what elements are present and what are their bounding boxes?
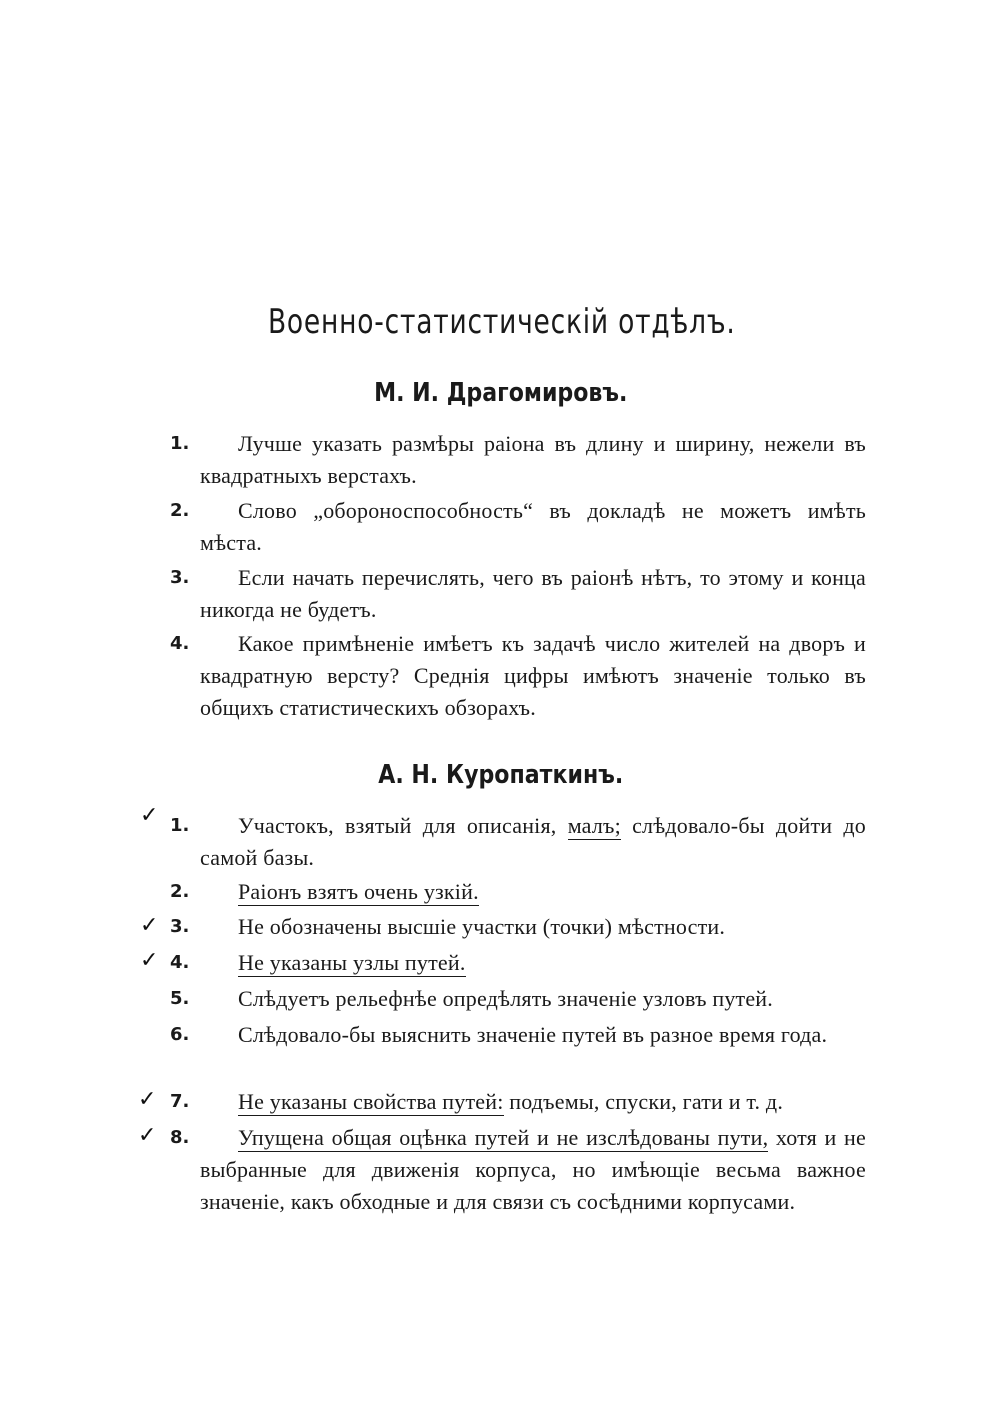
list-item [170,1086,866,1118]
item-number: 2. [170,881,190,902]
list-item [170,947,866,979]
underlined-text: малъ; [567,813,621,838]
underlined-text: Не указаны свойства путей: [238,1089,504,1114]
underlined-text: Раіонъ взятъ очень узкій. [238,879,479,904]
list-item [170,562,866,626]
check-mark: ✓ [138,1087,157,1112]
list-item [170,876,866,908]
list-item [170,495,866,559]
item-text [200,876,866,908]
item-number: 5. [170,988,190,1009]
list-item [170,628,866,724]
item-number: 7. [170,1091,190,1112]
item-number: 8. [170,1127,190,1148]
item-text: Упущена общая оцѣнка путей и не изслѣдованы пути, хотя и не выбранные для движенія корпуса, но имѣющіе весьма важное значеніе, какъ обходные и для связи съ сосѣдними корпусами. [200,1125,866,1214]
underlined-text: Упущена общая оцѣнка путей и не изслѣдованы пути, [238,1125,769,1150]
item-text: Не обозначены высшіе участки (точки) мѣстности. [238,914,726,939]
item-number: 6. [170,1024,190,1045]
list-item [170,428,866,492]
list-item [170,983,866,1015]
list-item [170,1019,866,1051]
item-text [200,947,866,979]
list-item [170,1122,866,1218]
section-heading-kuropatkin: А. Н. Куропаткинъ. [378,760,624,790]
item-text: Слѣдовало-бы выяснить значеніе путей въ разное время года. [238,1022,828,1047]
page-title: Военно-статистическій отдѣлъ. [267,302,736,342]
check-mark: ✓ [140,948,159,973]
check-mark: ✓ [138,1123,157,1148]
item-text: Не указаны свойства путей: подъемы, спуски, гати и т. д. [238,1089,784,1114]
item-number: 4. [170,952,190,973]
list-item [170,810,866,874]
item-number: 4. [170,633,190,654]
item-text: Лучше указать размѣры раіона въ длину и ширину, нежели въ квадратныхъ верстахъ. [200,431,866,488]
item-text: Какое примѣненіе имѣетъ къ задачѣ число жителей на дворъ и квадратную версту? Среднія цифры имѣютъ значеніе только въ общихъ статистическихъ обзорахъ. [200,631,866,720]
item-number: 2. [170,500,190,521]
item-text: Слѣдуетъ рельефнѣе опредѣлять значеніе узловъ путей. [238,986,773,1011]
item-number: 1. [170,433,190,454]
item-number: 3. [170,567,190,588]
underlined-text: Не указаны узлы путей. [238,950,466,975]
item-text: Слово „обороноспособность“ въ докладѣ не можетъ имѣть мѣста. [200,498,866,555]
item-text: Если начать перечислять, чего въ раіонѣ нѣтъ, то этому и конца никогда не будетъ. [200,565,866,622]
list-item [170,911,866,943]
check-mark: ✓ [140,913,159,938]
section-heading-dragomirov: М. И. Драгомировъ. [374,378,628,408]
check-mark: ✓ [140,803,159,828]
item-text: Участокъ, взятый для описанія, малъ; слѣдовало-бы дойти до самой базы. [200,813,866,870]
item-number: 3. [170,916,190,937]
item-number: 1. [170,815,190,836]
